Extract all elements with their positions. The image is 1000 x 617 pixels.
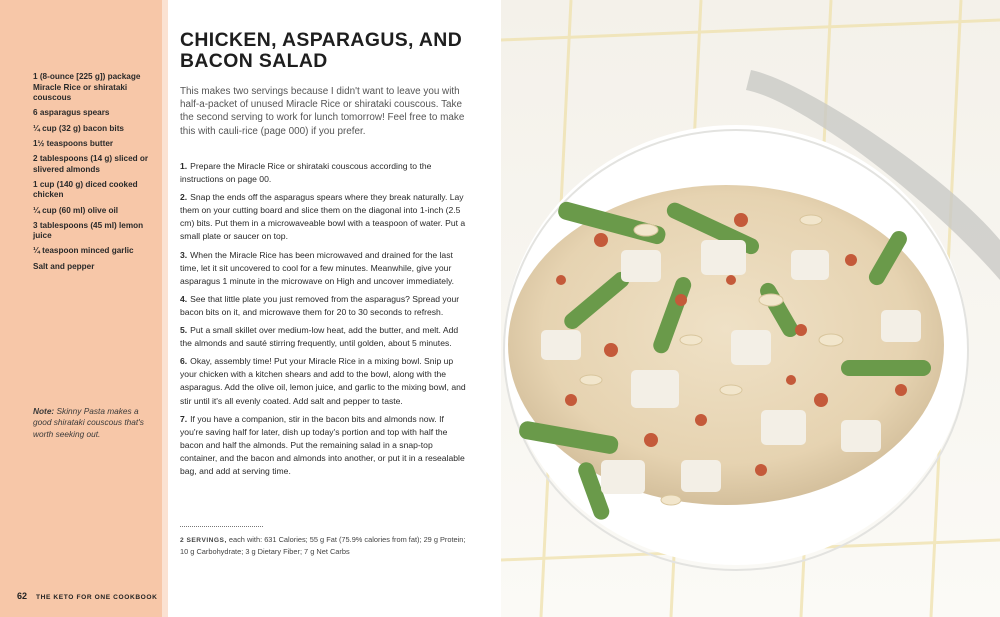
recipe-intro: This makes two servings because I didn't want to leave you with half-a-packet of unused Miracle Rice or shirataki couscous. Take the second serving to work for lunch tomorrow! Feel free to make this with cauli-rice (page 000) if you prefer. [180, 86, 465, 137]
step-number: 7. [180, 413, 188, 424]
step-item [180, 355, 466, 407]
ingredients-list [33, 72, 151, 277]
step-number: 5. [180, 325, 188, 336]
step-text: When the Miracle Rice has been microwaved and drained for the last time, let it sit uncovered to cool for a few minutes. Meanwhile, give your asparagus 1 minute in the microwave on High and uncover immediately. [180, 249, 455, 286]
salad-photo [501, 0, 1000, 617]
book-title: THE KETO FOR ONE COOKBOOK [36, 594, 158, 601]
step-item [180, 324, 466, 350]
step-number: 6. [180, 356, 188, 367]
nutrition-rule [180, 526, 263, 527]
ingredient-item: ¼ cup (32 g) bacon bits [33, 123, 124, 133]
page-footer [17, 591, 158, 601]
step-text: Prepare the Miracle Rice or shirataki couscous according to the instructions on page 00. [180, 161, 432, 185]
sidebar-divider [162, 0, 168, 617]
step-number: 3. [180, 249, 188, 260]
step-item [180, 160, 466, 186]
nutrition-info [180, 534, 466, 557]
ingredient-item: ¼ teaspoon minced garlic [33, 246, 134, 256]
ingredient-item: 1½ teaspoons butter [33, 138, 114, 148]
step-item [180, 293, 466, 319]
step-number: 1. [180, 161, 188, 171]
ingredient-item: 1 cup (140 g) diced cooked chicken [33, 179, 138, 200]
step-text: Put a small skillet over medium-low heat, add the butter, and melt. Add the almonds and sauté stirring frequently, until golden, about 5 minutes. [180, 325, 459, 349]
step-text: If you have a companion, stir in the bacon bits and almonds now. If you're saving half for later, dish up today's portion and top with half the bacon and half the almonds. Put the remaining salad in a snap-top container, and the bacon and almonds into another, or put it in a resealable bag, and add at serving time. [180, 413, 465, 476]
recipe-column [180, 0, 466, 617]
recipe-title: CHICKEN, ASPARAGUS, AND BACON SALAD [180, 29, 463, 72]
step-item [180, 191, 466, 243]
note-text: Skinny Pasta makes a good shirataki couscous that's worth seeking out. [33, 406, 144, 439]
note-label: Note: [33, 406, 55, 416]
step-item [180, 413, 466, 478]
step-text: Snap the ends off the asparagus spears where they break naturally. Lay them on your cutting board and slice them on the diagonal into 1-inch (2.5 cm) bits. Put them in a microwaveable bowl with a teaspoon of water. Put a small plate or saucer on top. [180, 192, 466, 242]
step-text: Okay, assembly time! Put your Miracle Rice in a mixing bowl. Snip up your chicken with a kitchen shears and add to the bowl, along with the asparagus. Add the olive oil, lemon juice, and garlic to the mixing bowl, and stir until it's all evenly coated. Add salt and pepper to taste. [180, 356, 466, 406]
step-number: 2. [180, 192, 188, 203]
ingredient-item: 1 (8-ounce [225 g]) package Miracle Rice or shirataki couscous [33, 72, 141, 103]
ingredient-item: 3 tablespoons (45 ml) lemon juice [33, 220, 144, 241]
sidebar-note [33, 406, 151, 440]
nutrition-text: each with: 631 Calories; 55 g Fat (75.9% calories from fat); 29 g Protein; 10 g Carbohydrate; 3 g Dietary Fiber; 7 g Net Carbs [180, 535, 466, 556]
ingredient-item: 6 asparagus spears [33, 108, 110, 118]
ingredient-item: 2 tablespoons (14 g) sliced or slivered almonds [33, 153, 149, 174]
ingredient-item: ¼ cup (60 ml) olive oil [33, 205, 119, 215]
salad-bowl-image [501, 0, 1000, 617]
step-text: See that little plate you just removed from the asparagus? Spread your bacon bits on it, and microwave them for 20 to 30 seconds to refresh. [180, 293, 460, 317]
page-number: 62 [17, 591, 28, 601]
ingredients-sidebar [0, 0, 162, 617]
step-item [180, 249, 466, 288]
servings-label: 2 SERVINGS, [180, 537, 227, 544]
step-number: 4. [180, 293, 188, 304]
recipe-steps [180, 160, 466, 483]
ingredient-item: Salt and pepper [33, 261, 95, 271]
